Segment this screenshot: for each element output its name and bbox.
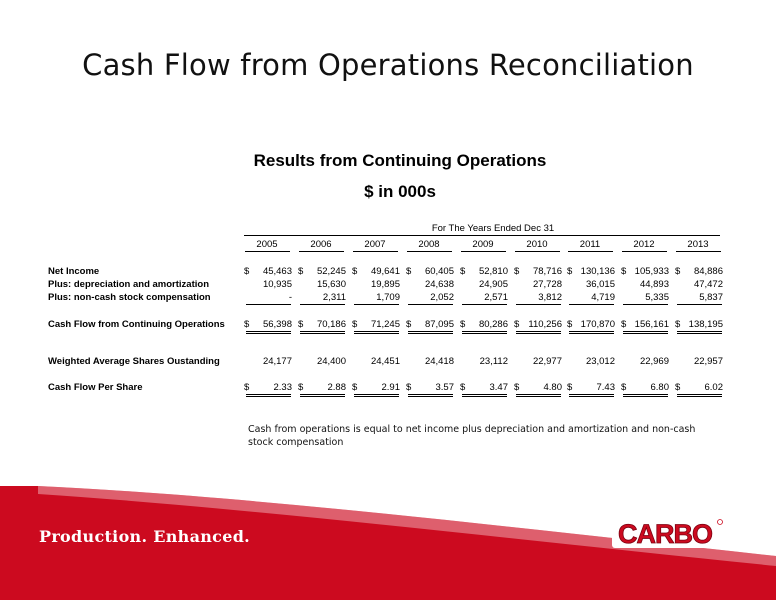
cell-underline: [677, 331, 722, 334]
currency-symbol: $: [621, 319, 627, 330]
table-cell: 52,245: [316, 266, 346, 277]
row-label: Net Income: [48, 266, 100, 277]
currency-symbol: $: [621, 382, 627, 393]
table-cell: 45,463: [262, 266, 292, 277]
table-cell: 2.33: [273, 382, 292, 393]
year-underline: [353, 251, 398, 252]
table-cell: 4,719: [591, 292, 615, 303]
cell-underline: [408, 394, 453, 397]
table-cell: 3.57: [435, 382, 454, 393]
currency-symbol: $: [352, 319, 358, 330]
header-rule: [244, 235, 720, 236]
table-cell: 22,969: [639, 356, 669, 367]
table-cell: 84,886: [693, 266, 723, 277]
table-cell: 70,186: [316, 319, 346, 330]
currency-symbol: $: [675, 382, 681, 393]
cell-underline: [462, 394, 507, 397]
currency-symbol: $: [298, 266, 304, 277]
year-underline: [676, 251, 721, 252]
table-cell: 24,400: [316, 356, 346, 367]
currency-symbol: $: [460, 266, 466, 277]
currency-symbol: $: [352, 266, 358, 277]
currency-symbol: $: [406, 266, 412, 277]
cell-underline: [462, 331, 507, 334]
currency-symbol: $: [244, 319, 250, 330]
units-label: $ in 000s: [364, 182, 436, 201]
table-cell: 105,933: [634, 266, 669, 277]
cell-underline: [677, 394, 722, 397]
row-label: Weighted Average Shares Oustanding: [48, 356, 220, 367]
svg-text:CARBO: CARBO: [618, 519, 712, 549]
table-cell: 170,870: [580, 319, 615, 330]
year-underline: [568, 251, 613, 252]
cell-underline: [569, 331, 614, 334]
year-header-2012: 2012: [633, 239, 655, 250]
row-label: Plus: depreciation and amortization: [48, 279, 209, 290]
table-cell: 49,641: [370, 266, 400, 277]
table-cell: 2,571: [484, 292, 508, 303]
table-title: Results from Continuing Operations: [253, 151, 547, 170]
table-cell: 87,095: [424, 319, 454, 330]
cell-underline: [569, 394, 614, 397]
currency-symbol: $: [567, 319, 573, 330]
currency-symbol: $: [352, 382, 358, 393]
table-cell: 24,451: [370, 356, 400, 367]
table-cell: 1,709: [376, 292, 400, 303]
table-cell: 23,112: [479, 356, 508, 367]
row-label: Cash Flow Per Share: [48, 382, 143, 393]
currency-symbol: $: [514, 382, 520, 393]
table-cell: 80,286: [478, 319, 508, 330]
currency-symbol: $: [244, 266, 250, 277]
cell-underline: [677, 304, 722, 305]
table-cell: 19,895: [370, 279, 400, 290]
table-cell: 24,177: [262, 356, 292, 367]
currency-symbol: $: [406, 382, 412, 393]
year-header-2013: 2013: [687, 239, 709, 250]
tagline: Production. Enhanced.: [39, 527, 251, 546]
table-cell: 130,136: [580, 266, 615, 277]
table-cell: 110,256: [528, 319, 562, 330]
cell-underline: [623, 304, 668, 305]
carbo-logo: [612, 516, 724, 550]
cell-underline: [516, 331, 561, 334]
cell-underline: [300, 394, 345, 397]
year-underline: [407, 251, 452, 252]
table-cell: 156,161: [634, 319, 669, 330]
currency-symbol: $: [460, 382, 466, 393]
year-underline: [245, 251, 290, 252]
year-header-2006: 2006: [310, 239, 332, 250]
table-cell: 36,015: [585, 279, 615, 290]
slide-title: Cash Flow from Operations Reconciliation: [82, 48, 694, 82]
table-cell: 44,893: [639, 279, 669, 290]
table-cell: 47,472: [693, 279, 723, 290]
year-header-2011: 2011: [579, 239, 601, 250]
cell-underline: [300, 304, 345, 305]
row-label: Cash Flow from Continuing Operations: [48, 319, 225, 330]
currency-symbol: $: [298, 319, 304, 330]
table-cell: 56,398: [262, 319, 292, 330]
table-cell: 2.91: [381, 382, 400, 393]
cell-underline: [408, 331, 453, 334]
cell-underline: [623, 331, 668, 334]
cell-underline: [354, 331, 399, 334]
table-cell: 4.80: [543, 382, 562, 393]
table-cell: -: [288, 292, 292, 303]
cell-underline: [300, 331, 345, 334]
currency-symbol: $: [675, 319, 681, 330]
table-cell: 52,810: [478, 266, 508, 277]
year-header-2010: 2010: [526, 239, 548, 250]
year-header-2008: 2008: [418, 239, 440, 250]
year-header-2005: 2005: [256, 239, 278, 250]
year-underline: [622, 251, 667, 252]
year-underline: [299, 251, 344, 252]
year-header-2009: 2009: [472, 239, 494, 250]
table-cell: 6.02: [704, 382, 723, 393]
year-underline: [461, 251, 506, 252]
cell-underline: [246, 394, 291, 397]
table-cell: 23,012: [585, 356, 615, 367]
table-cell: 3,812: [538, 292, 562, 303]
currency-symbol: $: [621, 266, 627, 277]
table-cell: 24,418: [424, 356, 454, 367]
currency-symbol: $: [298, 382, 304, 393]
currency-symbol: $: [460, 319, 466, 330]
table-cell: 10,935: [262, 279, 292, 290]
period-header: For The Years Ended Dec 31: [431, 223, 555, 234]
cell-underline: [569, 304, 614, 305]
year-underline: [515, 251, 560, 252]
table-cell: 78,716: [532, 266, 562, 277]
currency-symbol: $: [514, 266, 520, 277]
row-label: Plus: non-cash stock compensation: [48, 292, 211, 303]
cell-underline: [408, 304, 453, 305]
table-cell: 5,335: [645, 292, 669, 303]
table-cell: 6.80: [650, 382, 669, 393]
table-cell: 71,245: [370, 319, 400, 330]
table-cell: 3.47: [489, 382, 508, 393]
currency-symbol: $: [244, 382, 250, 393]
table-cell: 2,311: [322, 292, 346, 303]
cell-underline: [354, 304, 399, 305]
table-cell: 24,638: [424, 279, 454, 290]
currency-symbol: $: [675, 266, 681, 277]
table-cell: 2,052: [430, 292, 454, 303]
cell-underline: [354, 394, 399, 397]
year-header-2007: 2007: [364, 239, 386, 250]
table-cell: 22,957: [693, 356, 723, 367]
cell-underline: [246, 331, 291, 334]
footnote: Cash from operations is equal to net income plus depreciation and amortization and non-cash stock compensation: [248, 424, 696, 448]
currency-symbol: $: [514, 319, 520, 330]
cell-underline: [246, 304, 291, 305]
currency-symbol: $: [567, 266, 573, 277]
table-cell: 15,630: [316, 279, 346, 290]
table-cell: 138,195: [688, 319, 723, 330]
table-cell: 60,405: [424, 266, 454, 277]
table-cell: 22,977: [532, 356, 562, 367]
table-cell: 24,905: [478, 279, 508, 290]
table-cell: 2.88: [327, 382, 346, 393]
currency-symbol: $: [567, 382, 573, 393]
table-cell: 5,837: [699, 292, 723, 303]
cell-underline: [516, 304, 561, 305]
cell-underline: [462, 304, 507, 305]
currency-symbol: $: [406, 319, 412, 330]
table-cell: 27,728: [532, 279, 562, 290]
table-cell: 7.43: [596, 382, 615, 393]
cell-underline: [623, 394, 668, 397]
cell-underline: [516, 394, 561, 397]
